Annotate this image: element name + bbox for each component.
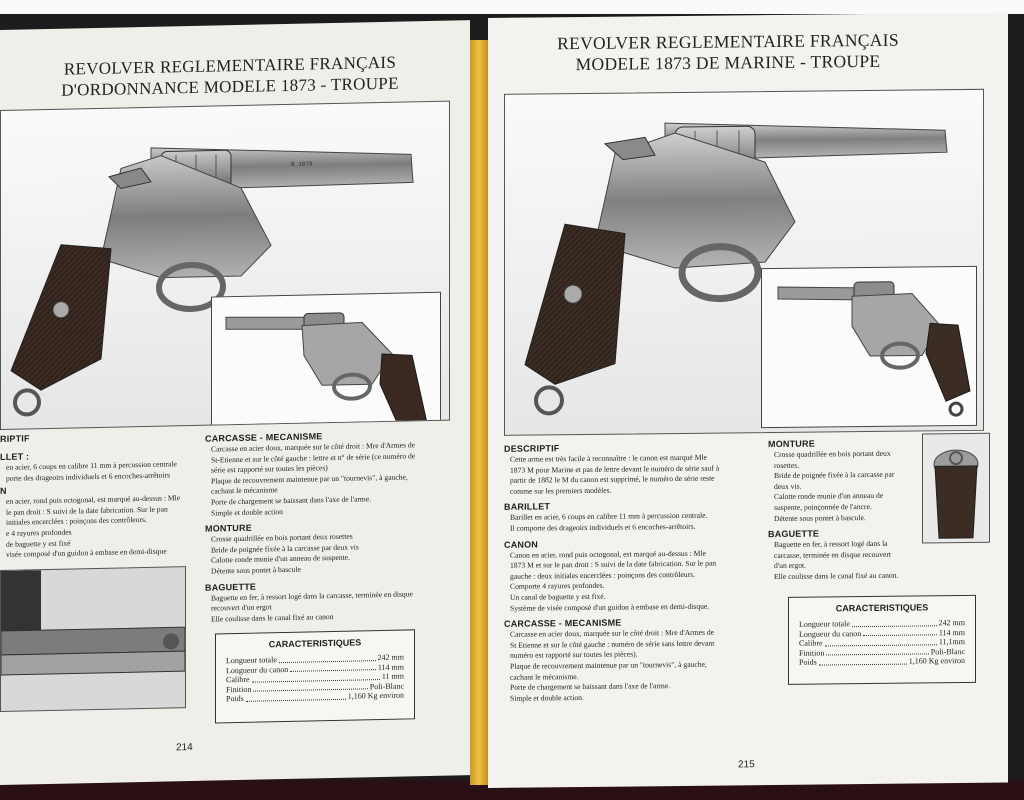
left-carcasse-heading: CARCASSE - MECANISME (205, 431, 323, 444)
right-monture-heading: MONTURE (768, 438, 815, 450)
right-canon-line: Système de visée composé d'un guidon à embase en demi-disque. (510, 601, 710, 613)
right-desc-line: 1873 M pour Marine et pas de lettre devant le numéro de série sauf à (510, 463, 720, 475)
right-monture-line: Détente sous pontet à bascule. (774, 512, 866, 523)
characteristic-row: Longueur du canon 114 mm (226, 662, 404, 675)
right-title-line2: MODELE 1873 DE MARINE - TROUPE (575, 50, 881, 75)
left-page-title (60, 52, 400, 101)
left-desc-line: e 4 rayures profondes (6, 527, 72, 538)
characteristic-row: Finition Poli-Blanc (799, 646, 965, 658)
characteristic-row: Poids 1,160 Kg environ (226, 690, 404, 704)
right-baguette-line: Baguette en fer, à ressort logé dans la (774, 538, 888, 550)
left-monture-line: Calotte ronde munie d'un anneau de suspente. (211, 553, 351, 565)
characteristic-row: Poids 1,160 Kg environ (799, 656, 965, 668)
right-side-column (768, 437, 918, 581)
right-baguette-line: d'un ergot. (774, 561, 807, 571)
right-desc-line: partir de 1882 le M du canon est supprimé, le numéro de série reste (510, 473, 715, 485)
left-desc-line: visée composé d'un guidon à embase en demi-disque (6, 546, 167, 560)
right-desc-line: Cette arme est très facile à reconnaître : le canon est marqué Mle (510, 452, 707, 464)
left-main-photo (0, 101, 450, 430)
right-page-number: 215 (738, 759, 755, 771)
left-baguette-heading: BAGUETTE (205, 581, 257, 593)
right-barillet-heading: BARILLET (504, 501, 551, 513)
left-monture-heading: MONTURE (205, 522, 252, 534)
right-carcasse-line: St Etienne et sur le côté gauche : numéro de série sans lettre devant (510, 638, 715, 650)
right-page (488, 13, 1008, 788)
left-desc-line: porte des drageoirs individuels et 6 encoches-arrêtoirs (6, 470, 171, 483)
right-monture-line: Bride de poignée fixée à la carcasse par (774, 469, 895, 481)
right-carcasse-line: cachant le mécanisme. (510, 671, 579, 682)
left-carcasse-line: Porte de chargement se baissant dans l'axe de l'arme. (211, 494, 372, 507)
barrel-detail-illustration (1, 567, 185, 711)
left-carcasse-line: Simple et double action (211, 506, 283, 518)
book-spine (470, 40, 490, 785)
grip-butt-illustration (923, 434, 989, 543)
left-baguette-line: Elle coulisse dans le canal fixé au canon (211, 611, 334, 624)
left-barillet-heading: LLET : (0, 451, 30, 462)
right-carcasse-heading: CARCASSE - MECANISME (504, 617, 622, 629)
right-canon-line: Un canal de baguette y est fixé. (510, 591, 606, 602)
right-monture-line: suspente, poinçonnée de l'ancre. (774, 501, 872, 512)
right-monture-line: rosettes. (774, 460, 800, 470)
right-baguette-line: Elle coulisse dans le canal fixé au canon. (774, 570, 899, 581)
left-desc-line: de baguette y est fixé (6, 538, 71, 549)
characteristic-row: Longueur totale 242 mm (799, 618, 965, 629)
right-barillet-line: Barillet en acier, 6 coups en calibre 11 mm à percussion centrale. (510, 511, 708, 523)
right-canon-line: Canon en acier, rond puis octogonal, est marqué au-dessus : Mle (510, 548, 706, 560)
serial-marking: B 1878 (291, 160, 313, 168)
right-canon-line: Comporte 4 rayures profondes. (510, 581, 605, 592)
left-characteristics-box (215, 629, 415, 723)
left-monture-line: Crosse quadrillée en bois portant deux rosettes (211, 531, 353, 544)
left-desc-line: initiales encerclées : poinçons des contrôleurs. (6, 515, 147, 528)
right-inset-photo (761, 266, 977, 428)
left-monture-line: Bride de poignée fixée à la carcasse par deux vis (211, 542, 359, 555)
right-baguette-line: carcasse, terminée en disque recouvert (774, 549, 892, 560)
left-carcasse-line: série est rapporté sur toutes les pièces) (211, 463, 328, 475)
revolver-left-side-illustration (212, 293, 440, 430)
right-main-column (504, 441, 762, 703)
left-desc-line: en acier, rond puis octogonal, est marqué au-dessus : Mle (6, 493, 181, 507)
characteristic-row: Longueur totale 242 mm (226, 652, 404, 666)
left-title-line2: D'ORDONNANCE MODELE 1873 - TROUPE (61, 73, 399, 100)
left-page (0, 20, 470, 785)
right-characteristics-heading: CARACTERISTIQUES (835, 602, 929, 614)
left-title-line1: REVOLVER REGLEMENTAIRE FRANÇAIS (63, 52, 397, 79)
background-top (0, 0, 1024, 14)
right-descriptif-heading: DESCRIPTIF (504, 443, 560, 454)
right-main-photo (504, 89, 984, 436)
characteristic-row: Longueur du canon 114 mm (799, 627, 965, 639)
left-carcasse-line: St-Etienne et sur le côté gauche : lettre et n° de série (ce numéro de (211, 450, 416, 465)
characteristic-row: Calibre 11 mm (226, 671, 404, 685)
left-canon-heading: N (0, 486, 7, 497)
right-monture-line: Calotte ronde munie d'un anneau de (774, 491, 884, 502)
left-descriptif-heading: RIPTIF (0, 433, 30, 444)
characteristic-row: Finition Poli-Blanc (226, 681, 404, 695)
right-title-line1: REVOLVER REGLEMENTAIRE FRANÇAIS (557, 29, 899, 54)
left-detail-photo (0, 566, 186, 712)
left-carcasse-column (205, 428, 455, 624)
left-inset-photo (211, 292, 441, 430)
left-carcasse-line: Carcasse en acier doux, marquée sur le côté droit : Mre d'Armes de (211, 440, 416, 454)
right-barillet-line: Il comporte des drageoirs individuels et 6 encoches-arrêtoirs. (510, 521, 696, 533)
left-descriptif-column (0, 430, 200, 560)
right-monture-line: deux vis. (774, 481, 802, 491)
right-carcasse-line: Plaque de recouvrement maintenue par un "tournevis", à gauche, (510, 659, 707, 671)
left-carcasse-line: cachant le mécanisme (211, 485, 278, 496)
grip-butt-photo (922, 433, 990, 544)
right-desc-line: comme sur les premiers modèles. (510, 485, 612, 496)
right-characteristics-box (788, 595, 976, 685)
right-monture-line: Crosse quadrillée en bois portant deux (774, 448, 891, 460)
right-carcasse-line: Porte de chargement se baissant dans l'axe de l'arme. (510, 681, 671, 692)
right-carcasse-line: Carcasse en acier doux, marquée sur le côté droit : Mre d'Armes de (510, 627, 715, 639)
right-canon-line: gauche : deux initiales encerclées : poinçons des contrôleurs. (510, 569, 695, 581)
right-baguette-heading: BAGUETTE (768, 528, 820, 540)
right-carcasse-line: numéro est rapporté sur toutes les pièces). (510, 649, 638, 661)
left-baguette-line: Baguette en fer, à ressort logé dans la carcasse, terminée en disque (211, 588, 413, 603)
revolver-right-side-illustration (762, 267, 976, 427)
left-monture-line: Détente sous pontet à bascule (211, 564, 301, 576)
left-desc-line: le pan droit : S suivi de la date fabrication. Sur le pan (6, 504, 168, 517)
characteristic-row: Calibre 11,1mm (799, 637, 965, 648)
left-characteristics-heading: CARACTERISTIQUES (268, 637, 362, 650)
right-page-title (538, 29, 918, 75)
right-canon-line: 1873 M et sur le pan droit : S suivi de la date fabrication. Sur le pan (510, 558, 717, 570)
right-canon-heading: CANON (504, 539, 538, 550)
left-desc-line: en acier, 6 coups en calibre 11 mm à percussion centrale (6, 459, 177, 472)
left-carcasse-line: Plaque de recouvrement maintenue par un "tournevis", à gauche, (211, 472, 408, 486)
left-page-number: 214 (176, 741, 193, 754)
left-baguette-line: recouvert d'un ergot (211, 602, 272, 613)
right-carcasse-line: Simple et double action. (510, 692, 584, 703)
